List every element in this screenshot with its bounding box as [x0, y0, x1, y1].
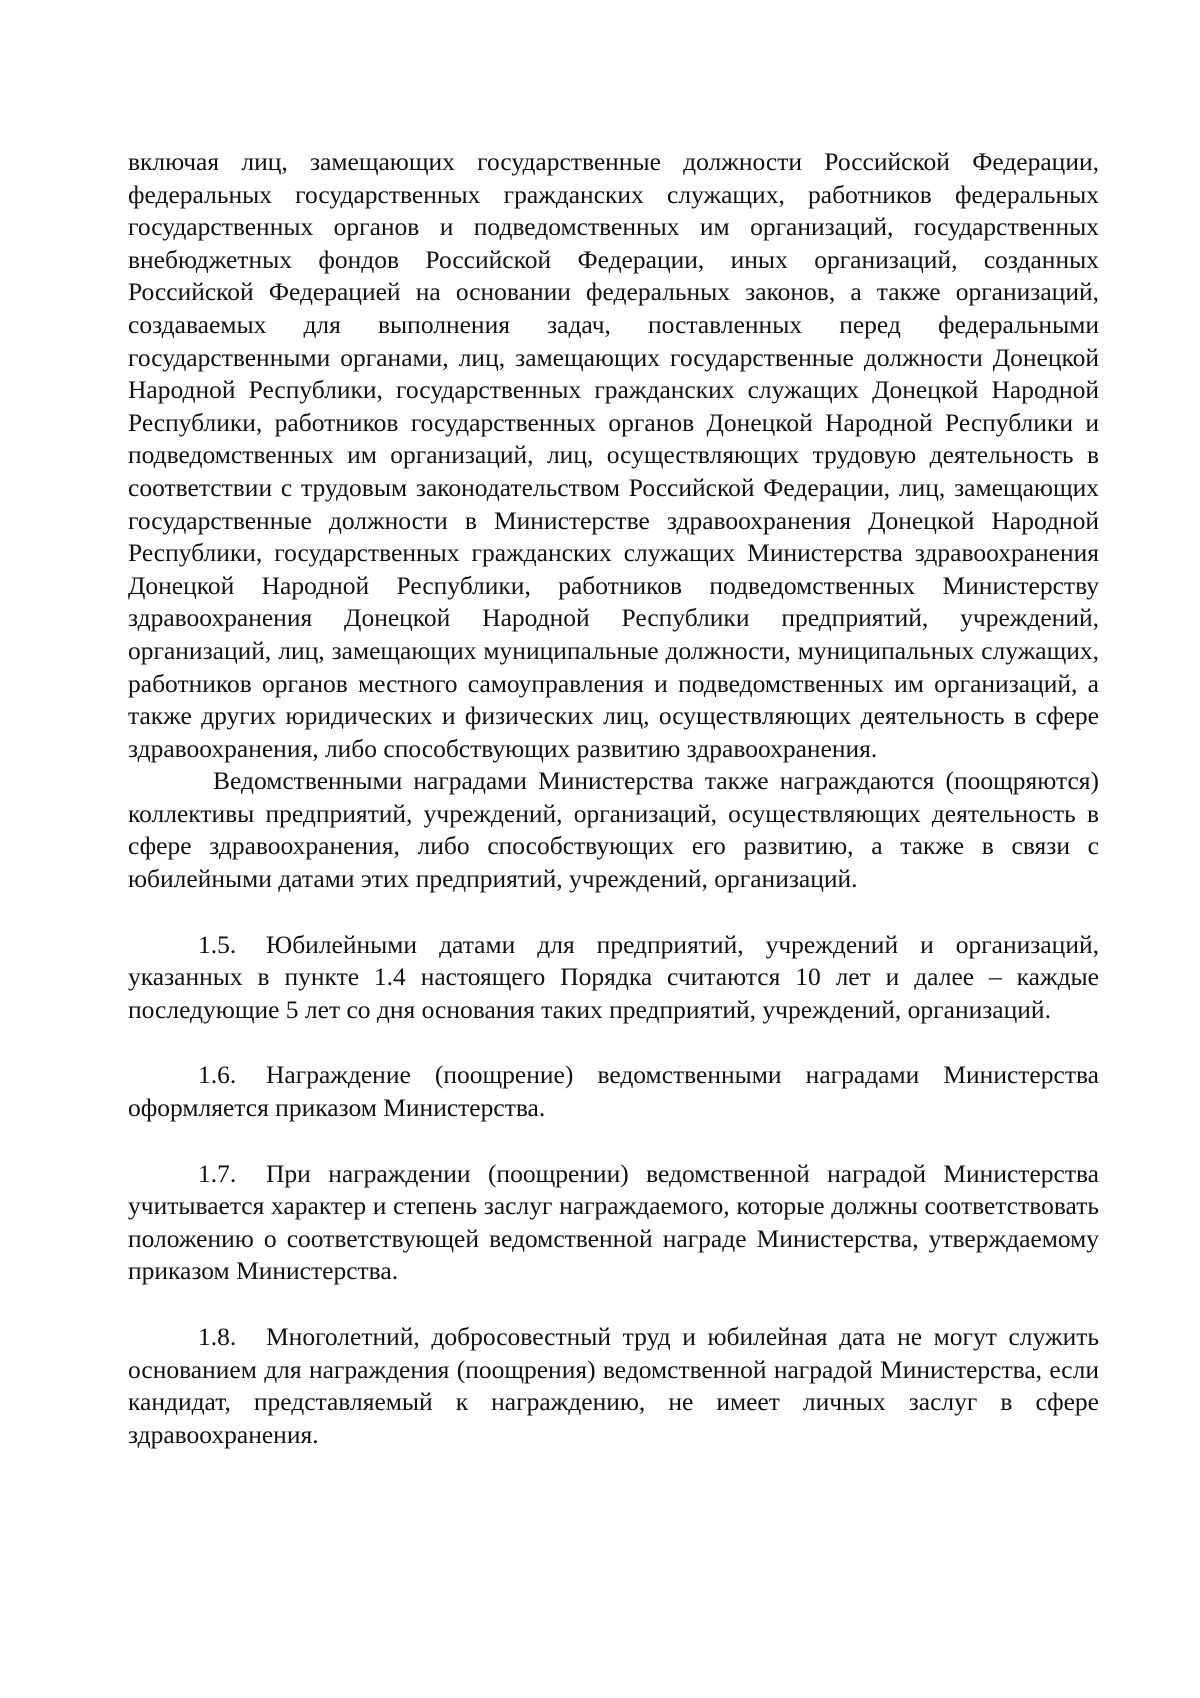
clause-1-8 [128, 1321, 1099, 1451]
paragraph-text: Ведомственными наградами Министерства также награждаются (поощряются) коллективы предприятий, учреждений, организаций, осуществляющих деятельность в сфере здравоохранения, либо способствующих его развитию, а также в связи с юбилейными датами этих предприятий, учреждений, организаций. [128, 766, 1099, 894]
paragraph-collectives [128, 765, 1099, 895]
clause-number: 1.7. [198, 1158, 237, 1188]
clause-text: Юбилейными датами для предприятий, учреждений и организаций, указанных в пункте 1.4 настоящего Порядка считаются 10 лет и далее – каждые последующие 5 лет со дня основания таких предприятий, учреждений, организаций. [128, 929, 1099, 1024]
document-body [128, 146, 1099, 1451]
clause-1-7 [128, 1158, 1099, 1288]
clause-number: 1.8. [198, 1322, 237, 1351]
clause-number: 1.5. [198, 929, 237, 959]
paragraph-text: включая лиц, замещающих государственные должности Российской Федерации, федеральных государственных гражданских служащих, работников федеральных государственных органов и подведомственных им организаций, государственных внебюджетных фондов Российской Федерации, иных организаций, созданных Российской Федерацией на основании федеральных законов, а также организаций, создаваемых для выполнения задач, поставленных перед федеральными государственными органами, лиц, замещающих государственные должности Донецкой Народной Республики, государственных гражданских служащих Донецкой Народной Республики, работников государственных органов Донецкой Народной Республики и подведомственных им организаций, лиц, осуществляющих трудовую деятельность в соответствии с трудовым законодательством Российской Федерации, лиц, замещающих государственные должности в Министерстве здравоохранения Донецкой Народной Республики, государственных гражданских служащих Министерства здравоохранения Донецкой Народной Республики, работников подведомственных Министерству здравоохранения Донецкой Народной Республики предприятий, учреждений, организаций, лиц, замещающих муниципальные должности, муниципальных служащих, работников органов местного самоуправления и подведомственных им организаций, а также других юридических и физических лиц, осуществляющих деятельность в сфере здравоохранения, либо способствующих развитию здравоохранения. [128, 147, 1099, 763]
paragraph-continuation [128, 146, 1099, 765]
clause-number: 1.6. [198, 1060, 237, 1090]
clause-text: Награждение (поощрение) ведомственными наградами Министерства оформляется приказом Министерства. [128, 1060, 1099, 1123]
clause-text: При награждении (поощрении) ведомственной наградой Министерства учитывается характер и степень заслуг награждаемого, которые должны соответствовать положению о соответствующей ведомственной награде Министерства, утверждаемому приказом Министерства. [128, 1158, 1099, 1286]
clause-1-6 [128, 1059, 1099, 1124]
clause-text: Многолетний, добросовестный труд и юбилейная дата не могут служить основанием для награждения (поощрения) ведомственной наградой Министерства, если кандидат, представляемый к награждению, не имеет личных заслуг в сфере здравоохранения. [128, 1322, 1099, 1449]
clause-1-5 [128, 929, 1099, 1027]
